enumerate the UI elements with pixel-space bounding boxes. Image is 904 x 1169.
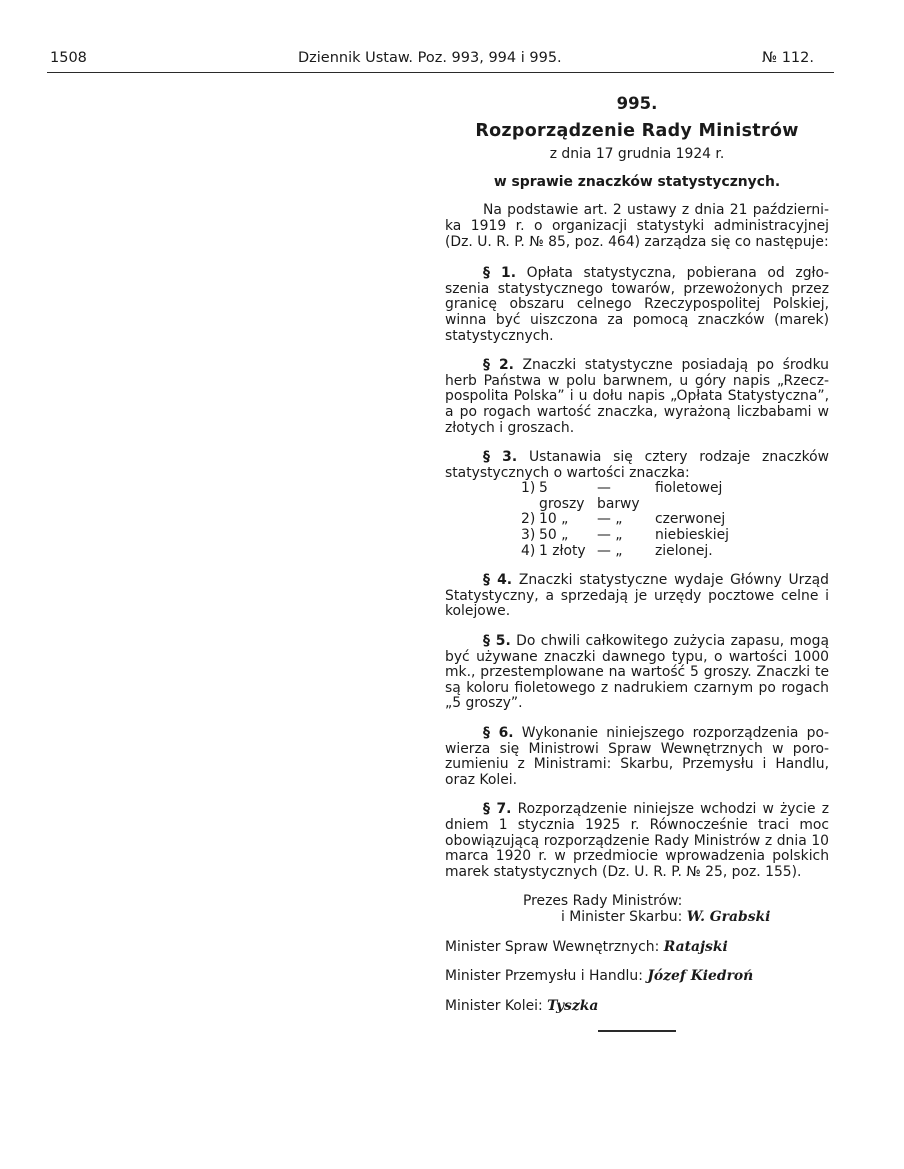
stamp-row <box>521 481 829 512</box>
stamp-color: niebieskiej <box>655 527 729 544</box>
stamp-value: 10 „ <box>539 511 569 528</box>
paragraph-text: Ustanawia się cztery rodzaje znaczków statystycznych o wartości znaczka: <box>445 449 829 481</box>
paragraph-text: Opłata statystyczna, pobierana od zgłoszenia statystycznego towarów, przewożonych przez granicę obszaru celnego Rzeczypospolitej Polskiej, winna być uiszczona za pomocą znaczków (marek) statystycznych. <box>445 265 829 344</box>
stamp-value: 50 „ <box>539 527 569 544</box>
railways-signature: Tyszka <box>547 997 599 1014</box>
paragraph-text: Znaczki statystyczne posiadają po środku herb Państwa w polu barwnem, u góry napis „Rzeczpospolita Polska” i u dołu napis „Opłata Statystyczna”, a po rogach wartość znaczka, wyrażoną liczbabami w złotych i groszach. <box>445 357 829 436</box>
stamp-dash: — „ <box>597 527 623 544</box>
prez-role-line-2 <box>445 910 829 926</box>
section-mark: § 1. <box>483 265 516 282</box>
header-rule <box>47 72 834 73</box>
stamp-dash: — „ <box>597 542 623 559</box>
act-column <box>445 96 829 1028</box>
stamp-number: 1) <box>521 480 536 497</box>
stamp-color: czerwonej <box>655 511 726 528</box>
paragraph-1 <box>445 266 829 344</box>
stamp-color: zielonej. <box>655 542 713 559</box>
stamp-dash: — barwy <box>597 480 640 512</box>
stamp-number: 4) <box>521 542 536 559</box>
paragraph-text: Do chwili całkowitego zużycia zapasu, mogą być używane znaczki dawnego typu, o wartości 1000 mk., przestemplowane na wartość 5 groszy. Znaczki te są koloru fioletowego z nadrukiem czarnym po rogach „5 groszy”. <box>445 633 829 712</box>
interior-signature: Ratajski <box>663 938 728 955</box>
paragraph-5 <box>445 634 829 712</box>
signatures <box>445 894 829 1014</box>
industry-signature-line <box>445 969 829 985</box>
stamp-value: 5 groszy <box>539 480 585 512</box>
journal-title: Dziennik Ustaw. Poz. 993, 994 i 995. <box>298 50 562 66</box>
paragraph-text: Znaczki statystyczne wydaje Główny Urząd Statystyczny, a sprzedają je urzędy pocztowe celne i kolejowe. <box>445 572 829 620</box>
end-rule <box>598 1030 676 1032</box>
interior-signature-line <box>445 940 829 956</box>
stamp-row <box>521 512 829 528</box>
stamp-color: fioletowej <box>655 480 723 497</box>
prez-signature: W. Grabski <box>686 908 771 925</box>
section-mark: § 7. <box>483 801 512 818</box>
railways-role: Minister Kolei: <box>445 997 543 1014</box>
industry-signature: Józef Kiedroń <box>647 968 754 985</box>
stamp-dash: — „ <box>597 511 623 528</box>
paragraph-text: Wykonanie niniejszego rozporządzenia powierza się Ministrowi Spraw Wewnętrznych w porozumieniu z Ministrami: Skarbu, Przemysłu i Handlu, oraz Kolei. <box>445 725 829 788</box>
paragraph-7 <box>445 802 829 880</box>
stamp-value: 1 złoty <box>539 542 586 559</box>
position-number: 995. <box>616 94 658 113</box>
act-date: z dnia 17 grudnia 1924 r. <box>549 146 725 163</box>
paragraph-3 <box>445 450 829 481</box>
act-title: Rozporządzenie Rady Ministrów <box>475 120 799 141</box>
paragraph-4 <box>445 573 829 620</box>
act-subject: w sprawie znaczków statystycznych. <box>493 173 781 190</box>
prez-role-line-1: Prezes Rady Ministrów: <box>523 893 683 910</box>
section-mark: § 3. <box>483 449 518 466</box>
issue-number: № 112. <box>762 50 814 66</box>
industry-role: Minister Przemysłu i Handlu: <box>445 968 643 985</box>
stamp-number: 3) <box>521 527 536 544</box>
stamp-list <box>521 481 829 559</box>
stamp-number: 2) <box>521 511 536 528</box>
paragraph-2 <box>445 358 829 436</box>
section-mark: § 6. <box>483 725 514 741</box>
railways-signature-line <box>445 999 829 1015</box>
section-mark: § 2. <box>483 357 514 374</box>
intro-paragraph: Na podstawie art. 2 ustawy z dnia 21 października 1919 r. o organizacji statystyki administracyjnej (Dz. U. R. P. № 85, poz. 464) zarządza się co następuje: <box>445 202 829 250</box>
page-number: 1508 <box>50 50 87 66</box>
interior-role: Minister Spraw Wewnętrznych: <box>445 938 660 955</box>
stamp-row <box>521 544 829 560</box>
prez-role: i Minister Skarbu: <box>561 908 683 925</box>
paragraph-text: Rozporządzenie niniejsze wchodzi w życie z dniem 1 stycznia 1925 r. Równocześnie traci moc obowiązującą rozporządzenie Rady Ministrów z dnia 10 marca 1920 r. w przedmiocie wprowadzenia polskich marek statystycznych (Dz. U. R. P. № 25, poz. 155). <box>445 801 829 880</box>
section-mark: § 5. <box>483 633 511 650</box>
section-mark: § 4. <box>483 572 513 589</box>
stamp-row <box>521 528 829 544</box>
paragraph-6 <box>445 726 829 788</box>
